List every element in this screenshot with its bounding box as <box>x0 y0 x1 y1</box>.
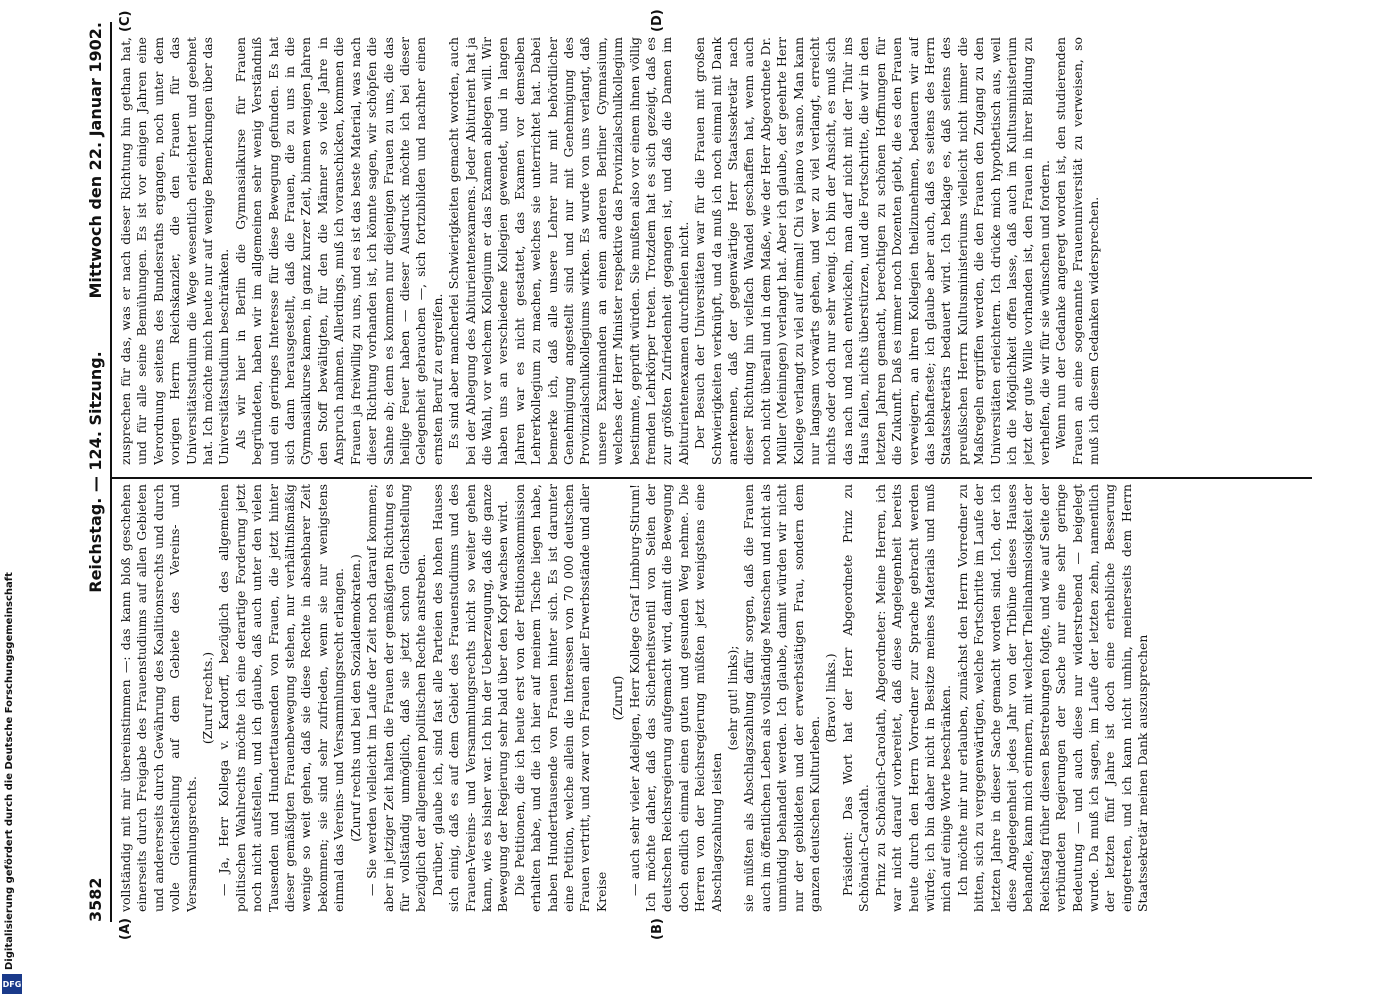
paragraph: Ich möchte mir nur erlauben, zunächst den Herrn Vorredner zu bitten, sich zu vergegenwärtigen, welche Fortschritte im Laufe der letzten Jahre in dieser Sache gemacht worden sind. Ich, der ich diese Angelegenheit jedes Jahr von der Tribüne dieses Hauses behandle, kann mich erinnern, mit welcher Theilnahmslosigkeit der Reichstag früher diesen Bestrebungen folgte, und wie auf Seite der verbündeten Regierungen der Sache nur eine sehr geringe Bedeutung — und auch diese nur widerstrebend — beigelegt wurde. Da muß ich sagen, im Laufe der letzten zehn, namentlich der letzten fünf Jahre ist doch eine erhebliche Besserung eingetreten, und ich kann nicht umhin, meinerseits dem Herrn Staatssekretär meinen Dank auszusprechen <box>954 484 1151 912</box>
left-column <box>118 484 1298 912</box>
margin-mark-c: (C) <box>118 10 133 32</box>
credit-text: Digitalisierung gefördert durch die Deutsche Forschungsgemeinschaft <box>4 572 15 970</box>
paragraph: Der Besuch der Universitäten war für die Frauen mit großen Schwierigkeiten verknüpft, und da muß ich noch einmal mit Dank anerkennen, daß der gegenwärtige Herr Staatssekretär nach dieser Richtung hin vielfach Wandel geschaffen hat, wenn auch noch nicht überall und in dem Maße, wie der Herr Abgeordnete Dr. Müller (Meiningen) verlangt hat. Aber ich glaube, der geehrte Herr Kollege verlangt zu viel auf einmal! Chi va piano va sano. Man kann nur langsam vorwärts gehen, und wer zu viel verlangt, erreicht nichts oder doch nur sehr wenig. Ich bin der Ansicht, es muß sich das nach und nach entwickeln, man darf nicht mit der Thür ins Haus fallen, nichts überstürzen, und die Fortschritte, die wir in den letzten Jahren gemacht, berechtigen zu schönen Hoffnungen für die Zukunft. Daß es immer noch Dozenten giebt, die es den Frauen verweigern, an ihren Kollegien theilzunehmen, bedauern wir auf das lebhafteste; ich glaube aber auch, daß es seitens des Herrn Staatssekretärs bedauert wird. Ich beklage es, daß seitens des preußischen Herrn Kultusministeriums vielleicht nicht immer die Maßregeln ergriffen werden, die den Frauen den Zugang zu den Universitäten erleichtern. Ich drücke mich hypothetisch aus, weil ich die Möglichkeit offen lasse, daß auch im Kultusministerium jetzt der gute Wille vorhanden ist, den Frauen in ihrer Bildung zu verhelfen, die wir für sie wünschen und fordern. <box>692 37 1052 465</box>
session-date: Mittwoch den 22. Januar 1902. <box>86 22 105 299</box>
interjection: (Zuruf rechts und bei den Sozialdemokraten.) <box>347 554 363 842</box>
page-header <box>80 22 112 922</box>
interjection: (Bravo! links.) <box>823 653 839 743</box>
paragraph: Die Petitionen, die ich heute erst von der Petitionskommission erhalten habe, und die ich hier auf meinem Tische liegen habe, haben Hunderttausende von Frauen hinter sich. Es ist darunter eine Petition, welche allein die Interessen von 70 000 deutschen Frauen vertritt, und zwar von Frauen aller Erwerbsstände und aller Kreise <box>511 484 609 912</box>
speaker-paragraph: Präsident: Das Wort hat der Herr Abgeordnete Prinz zu Schönaich-Carolath. <box>839 484 872 912</box>
paragraph: zusprechen für das, was er nach dieser Richtung hin gethan hat, und für alle seine Bemühungen. Es ist vor einigen Jahren eine Verordnung seitens des Bundesraths ergangen, noch unter dem vorigen Herrn Reichskanzler, die den Frauen für das Universitätsstudium die Wege wesentlich erleichtert und geebnet hat. Ich möchte mich heute nur auf wenige Bemerkungen über das Universitätsstudium beschränken. <box>118 37 232 465</box>
page-number: 3582 <box>86 877 105 922</box>
paragraph: sie müßten als Abschlagszahlung dafür sorgen, daß die Frauen auch im öffentlichen Leben als vollständige Menschen und nicht als unmündig behandelt werden. Ich glaube, damit würden wir nicht nur der gebildeten und der erwerbstätigen Frau, sondern dem ganzen deutschen Kulturleben. <box>741 484 823 912</box>
digitization-credit <box>0 0 24 1000</box>
paragraph: — Sie werden vielleicht im Laufe der Zeit noch darauf kommen; aber in jetziger Zeit halten die Frauen der gemäßigten Richtung es für vollständig unmöglich, daß sie jetzt schon Gleichstellung bezüglich der allgemeinen politischen Rechte anstreben. <box>364 484 429 912</box>
right-column <box>118 37 1298 465</box>
paragraph: Es sind aber mancherlei Schwierigkeiten gemacht worden, auch bei der Ablegung des Abiturientenexamens. Jeder Abiturient hat ja die Wahl, vor welchem Kollegium er das Examen ablegen will. Wir haben uns an verschiedene Kollegien gewendet, und in langen Jahren war es nicht gestattet, das Examen vor demselben Lehrerkollegium zu machen, welches sie unterrichtet hat. Dabei bemerke ich, daß alle unsere Lehrer nur mit behördlicher Genehmigung angestellt sind und nur mit Genehmigung des Provinzialschulkollegiums wirken. Es wurde von uns verlangt, daß unsere Examinanden an einem anderen Berliner Gymnasium, welches der Herr Minister respektive das Provinzialschulkollegium bestimmte, geprüft würden. Sie mußten also vor einem ihnen völlig fremden Lehrkörper treten. Trotzdem hat es sich gezeigt, daß es zur größten Zufriedenheit gegangen ist, und daß die Damen im Abiturientenexamen durchfielen nicht. <box>446 37 691 465</box>
speaker-paragraph: Prinz zu Schönaich-Carolath, Abgeordneter: Meine Herren, ich war nicht darauf vorbereitet, daß diese Angelegenheit bereits heute durch den Herrn Vorredner zur Sprache gebracht werden würde; ich bin daher nicht in Besitze meines Materials und muß mich auf einige Worte beschränken. <box>872 484 954 912</box>
margin-mark-b: (B) <box>650 918 665 940</box>
paragraph: vollständig mit mir übereinstimmen —: das kann bloß geschehen einerseits durch Freigabe des Frauenstudiums auf allen Gebieten und andererseits durch Gewährung des Koalitionsrechts und durch volle Gleichstellung auf dem Gebiete des Vereins- und Versammlungsrechts. <box>118 484 199 912</box>
paragraph: — auch sehr vieler Adeligen, Herr Kollege Graf Limburg-Stirum! Ich möchte daher, daß das Sicherheitsventil von Seiten der deutschen Reichsregierung aufgemacht wird, damit die Bewegung doch endlich einmal einen guten und gesunden Weg nehme. Die Herren von der Reichsregierung müßten jetzt wenigstens eine Abschlagszahlung leisten <box>626 484 724 912</box>
dfg-logo: DFG <box>2 974 22 994</box>
paragraph: Als wir hier in Berlin die Gymnasialkurse für Frauen begründeten, haben wir im allgemeinen sehr wenig Verständniß und ein geringes Interesse für diese Bewegung gefunden. Es hat sich dann herausgestellt, daß die Frauen, die zu uns in die Gymnasialkurse kamen, in ganz kurzer Zeit, binnen wenigen Jahren den Stoff bewältigten, für den die Männer so viele Jahre in Anspruch nahmen. Allerdings, muß ich voranschicken, kommen die Frauen ja freiwillig zu uns, und es ist das beste Material, was nach dieser Richtung vorhanden ist, ich könnte sagen, wir schöpfen die Sahne ab; denn es kommen nur diejenigen Frauen zu uns, die das heilige Feuer haben — dieser Ausdruck möchte ich bei dieser Gelegenheit gebrauchen —, sich fortzubilden und nachher einen ernsten Beruf zu ergreifen. <box>232 37 445 465</box>
interjection: (Zuruf) <box>610 675 626 721</box>
session-title: Reichstag. — 124. Sitzung. <box>86 351 105 593</box>
interjection: (sehr gut! links); <box>725 645 741 751</box>
header-rule <box>110 22 112 922</box>
paragraph: Wenn nun der Gedanke angeregt worden ist, den studierenden Frauen an eine sogenannte Frauenuniversität zu verweisen, so muß ich diesem Gedanken widersprechen. <box>1053 37 1101 465</box>
margin-mark-a: (A) <box>118 918 133 940</box>
margin-mark-d: (D) <box>650 9 665 32</box>
paragraph: Darüber, glaube ich, sind fast alle Parteien des hohen Hauses sich einig, daß es auf dem Gebiet des Frauenstudiums und des Frauen-Vereins- und Versammlungsrechts nicht so weiter gehen kann, wie es bisher war. Ich bin der Ueberzeugung, daß die ganze Bewegung der Regierung sehr bald über den Kopf wachsen wird. <box>429 484 511 912</box>
paragraph: — Ja, Herr Kollega v. Kardorff, bezüglich des allgemeinen politischen Wahlrechts möchte ich eine derartige Forderung jetzt noch nicht aufstellen, und ich glaube, daß auch unter den vielen Tausenden und Hunderttausenden von Frauen, die jetzt hinter dieser gemäßigten Frauenbewegung stehen, nur verhältnißmäßig wenige so weit gehen, daß sie diese Rechte in absehbarer Zeit bekommen; sie sind sehr zufrieden, wenn sie nur wenigstens einmal das Vereins- und Versammlungsrecht erlangen. <box>216 484 347 912</box>
column-divider <box>112 477 1312 479</box>
interjection: (Zuruf rechts.) <box>200 651 216 745</box>
